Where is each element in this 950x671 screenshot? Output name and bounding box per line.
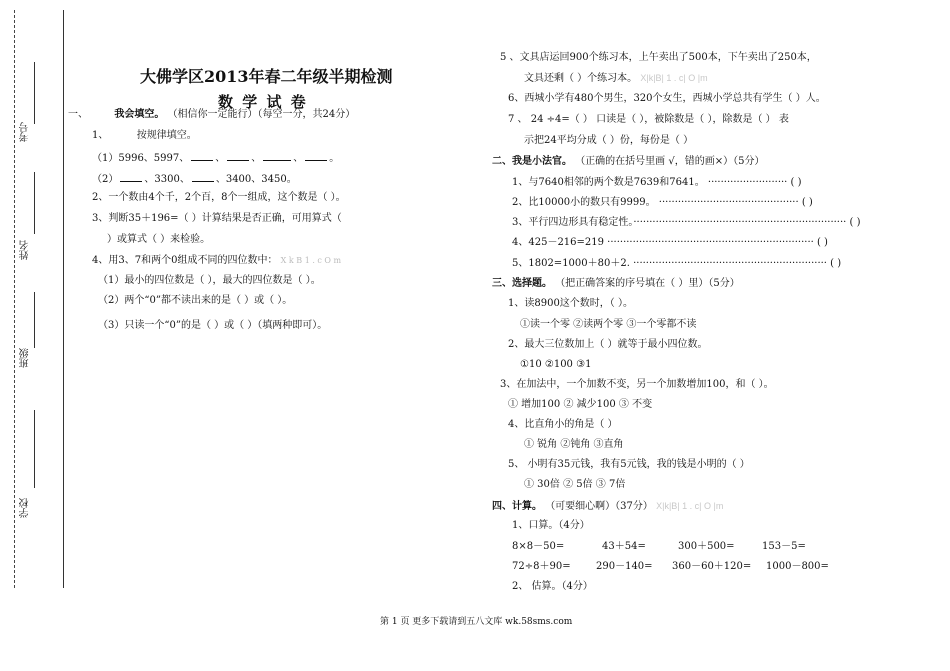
section2-heading: 二、我是小法官。 bbox=[492, 156, 572, 167]
q1a-row: （1）5996、5997、 、 、 、 。 bbox=[92, 153, 340, 164]
judge-item-4: 4、425－216=219 ································································· ( ) bbox=[512, 237, 828, 248]
calc-item: 153－5= bbox=[762, 541, 806, 552]
section3-heading: 三、选择题。 bbox=[492, 278, 552, 289]
calc-item: 290－140= bbox=[596, 561, 653, 572]
answer-blank[interactable] bbox=[192, 172, 214, 182]
choice-q4-options: ① 锐角 ②钝角 ③直角 bbox=[524, 439, 624, 450]
calc-item: 300＋500= bbox=[678, 541, 735, 552]
q2-text: 2、一个数由4个千，2个百，8个一组成，这个数是（ ）。 bbox=[92, 192, 346, 203]
watermark: X|k|B| 1 . c| O |m bbox=[640, 73, 708, 83]
section1-heading: 我会填空。 bbox=[114, 109, 165, 120]
choice-q1-options: ①读一个零 ②读两个零 ③一个零都不读 bbox=[520, 319, 697, 330]
exam-no-label: 考号 bbox=[20, 122, 31, 142]
calc-item: 72÷8＋90= bbox=[512, 561, 571, 572]
q1a-text: （1）5996、5997、 bbox=[92, 153, 190, 164]
binding-margin bbox=[0, 0, 64, 590]
q4-2-text: （2）两个“0”都不读出来的是（ ）或（ ）。 bbox=[98, 295, 293, 306]
choice-q3-options: ① 增加100 ② 减少100 ③ 不变 bbox=[508, 399, 653, 410]
calc-item: 43＋54= bbox=[602, 541, 646, 552]
answer-blank[interactable] bbox=[263, 151, 291, 161]
q1-text: 按规律填空。 bbox=[136, 130, 197, 141]
section1-note: （相信你一定能行）（每空一分，共24分） bbox=[167, 109, 356, 120]
estimate-heading: 2、 估算。（4分） bbox=[512, 581, 593, 592]
judge-item-2: 2、比10000小的数只有9999。 ············································ ( ) bbox=[512, 197, 813, 208]
choice-q2: 2、最大三位数加上（ ）就等于最小四位数。 bbox=[508, 339, 708, 350]
q1-number: 1、 bbox=[92, 130, 109, 141]
school-fill-line bbox=[34, 410, 35, 488]
subject-title: 数 学 试 卷 bbox=[218, 93, 308, 111]
choice-q5: 5、 小明有35元钱，我有5元钱，我的钱是小明的（ ） bbox=[508, 459, 750, 470]
q1b-row bbox=[92, 172, 297, 186]
q1a-tail: 。 bbox=[329, 153, 340, 164]
choice-q3: 3、在加法中，一个加数不变，另一个加数增加100，和（ ）。 bbox=[500, 379, 774, 390]
class-fill-line bbox=[34, 292, 35, 348]
page-footer: 第 1 页 更多下载请到五八文库 wk.58sms.com bbox=[380, 617, 573, 627]
section4-heading: 四、计算。 bbox=[492, 501, 542, 512]
q5-text-b: 文具还剩（ ）个练习本。 bbox=[524, 73, 638, 84]
judge-item-3: 3、平行四边形具有稳定性。··································································· ( ) bbox=[512, 217, 861, 228]
oral-calc-heading: 1、口算。（4分） bbox=[512, 520, 590, 531]
watermark: X|k|B| 1 . c| O |m bbox=[656, 501, 724, 511]
q4-text: 4、用3、7和两个0组成不同的四位数中： bbox=[92, 255, 278, 266]
calc-item: 360－60＋120= bbox=[672, 561, 752, 572]
dashed-cut-line bbox=[14, 10, 15, 588]
q1b-mid: 、3300、 bbox=[144, 174, 190, 185]
choice-q1: 1、读8900这个数时，（ ）。 bbox=[508, 298, 633, 309]
q5-text-a: 5 、文具店运回900个练习本，上午卖出了500本，下午卖出了250本， bbox=[500, 52, 817, 63]
margin-border-line bbox=[63, 10, 64, 588]
answer-blank[interactable] bbox=[191, 151, 213, 161]
q3-text-b: ）或算式（ ）来检验。 bbox=[107, 234, 211, 245]
q6-text: 6、西城小学有480个男生，320个女生，西城小学总共有学生（ ）人。 bbox=[508, 93, 826, 104]
choice-q2-options: ①10 ②100 ③1 bbox=[520, 359, 592, 370]
q4-1-text: （1）最小的四位数是（ ），最大的四位数是（ ）。 bbox=[98, 275, 321, 286]
answer-blank[interactable] bbox=[120, 172, 142, 182]
watermark-faint: X k B 1 . c O m bbox=[280, 256, 342, 265]
section1-number: 一、 bbox=[68, 109, 88, 120]
choice-q4: 4、比直角小的角是（ ） bbox=[508, 419, 618, 430]
q7-text-a: 7 、 24 ÷4=（ ） 口读是（ ），被除数是（ ），除数是（ ） 表 bbox=[508, 114, 789, 125]
q7-text-b: 示把24平均分成（ ）份，每份是（ ） bbox=[524, 135, 694, 146]
judge-item-5: 5、1802=1000＋80＋2. ····························································· ( ) bbox=[512, 258, 842, 269]
section4-note: （可要细心啊）（37分） bbox=[545, 501, 653, 512]
calc-item: 1000－800= bbox=[766, 561, 829, 572]
judge-item-1: 1、与7640相邻的两个数是7639和7641。 ························· ( ) bbox=[512, 177, 802, 188]
q1b-prefix: （2） bbox=[92, 174, 119, 185]
calc-item: 8×8－50= bbox=[512, 541, 565, 552]
section2-note: （正确的在括号里画 √，错的画×）（5分） bbox=[575, 156, 765, 167]
school-label: 学校 bbox=[20, 498, 31, 518]
answer-blank[interactable] bbox=[227, 151, 249, 161]
q3-text-a: 3、判断35＋196=（ ）计算结果是否正确，可用算式（ bbox=[92, 213, 342, 224]
exam-no-fill-line bbox=[34, 62, 35, 124]
q4-3-text: （3）只读一个“0”的是（ ）或（ ）（填两种即可）。 bbox=[98, 320, 328, 331]
answer-blank[interactable] bbox=[305, 151, 327, 161]
name-fill-line bbox=[34, 172, 35, 234]
class-label: 班级 bbox=[20, 348, 31, 368]
section3-note: （把正确答案的序号填在（ ）里）（5分） bbox=[555, 278, 740, 289]
exam-title: 大佛学区2013年春二年级半期检测 bbox=[140, 67, 393, 86]
q1b-mid2: 、3400、3450。 bbox=[215, 174, 297, 185]
name-label: 姓名 bbox=[20, 240, 31, 260]
choice-q5-options: ① 30倍 ② 5倍 ③ 7倍 bbox=[524, 479, 626, 490]
